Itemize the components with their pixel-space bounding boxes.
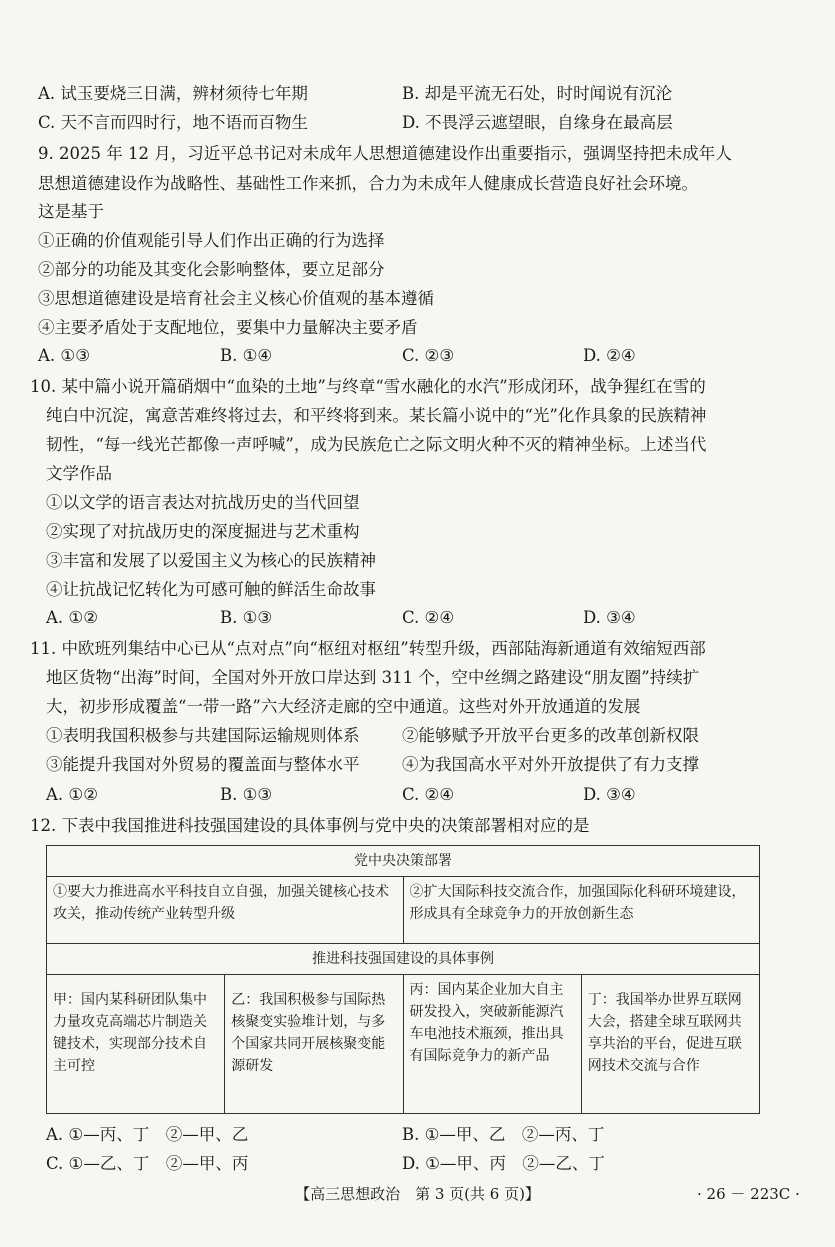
q9-item-4: ④主要矛盾处于支配地位，要集中力量解决主要矛盾 [38, 318, 418, 337]
q10-stem-line-3: 韧性，“每一线光芒都像一声呼喊”，成为民族危亡之际文明火种不灭的精神坐标。上述当代 [46, 435, 707, 454]
q12-stem: 12. 下表中我国推进科技强国建设的具体事例与党中央的决策部署相对应的是 [30, 816, 590, 835]
table-case-ding: 丁：我国举办世界互联网大会，搭建全球互联网共享共治的平台，促进互联网技术交流与合作 [581, 975, 759, 1114]
table-decision-2: ②扩大国际科技交流合作，加强国际化科研环境建设，形成具有全球竞争力的开放创新生态 [403, 877, 760, 944]
table-case-jia: 甲：国内某科研团队集中力量攻克高端芯片制造关键技术，实现部分技术自主可控 [47, 975, 225, 1114]
q8-option-c: C. 天不言而四时行，地不语而百物生 [38, 113, 309, 132]
q10-option-b: B. ①③ [220, 608, 273, 627]
q11-option-a: A. ①② [46, 785, 98, 804]
q11-item-4: ④为我国高水平对外开放提供了有力支撑 [402, 755, 699, 774]
q9-item-3: ③思想道德建设是培育社会主义核心价值观的基本遵循 [38, 289, 434, 308]
q10-stem-line-2: 纯白中沉淀，寓意苦难终将过去，和平终将到来。某长篇小说中的“光”化作具象的民族精神 [46, 406, 707, 425]
q10-option-d: D. ③④ [583, 608, 636, 627]
q10-option-c: C. ②④ [402, 608, 455, 627]
q12-option-a: A. ①—丙、丁 ②—甲、乙 [46, 1125, 249, 1144]
q10-option-a: A. ①② [46, 608, 98, 627]
q11-option-c: C. ②④ [402, 785, 455, 804]
q8-option-d: D. 不畏浮云遮望眼，自缘身在最高层 [402, 113, 673, 132]
q9-stem-line-3: 这是基于 [38, 202, 104, 221]
q11-item-3: ③能提升我国对外贸易的覆盖面与整体水平 [46, 755, 360, 774]
q10-item-1: ①以文学的语言表达对抗战历史的当代回望 [46, 493, 360, 512]
footer-page-info: 【高三思想政治 第 3 页(共 6 页)】 [295, 1185, 540, 1203]
q8-option-b: B. 却是平流无石处，时时闻说有沉沦 [402, 84, 673, 103]
q10-stem-line-1: 10. 某中篇小说开篇硝烟中“血染的土地”与终章“雪水融化的水汽”形成闭环，战争猩红在雪的 [30, 377, 706, 396]
q9-stem-line-2: 思想道德建设作为战略性、基础性工作来抓，合力为未成年人健康成长营造良好社会环境。 [38, 174, 698, 193]
table-decision-1: ①要大力推进高水平科技自立自强，加强关键核心技术攻关，推动传统产业转型升级 [47, 877, 404, 944]
q10-stem-line-4: 文学作品 [46, 464, 112, 483]
q10-item-3: ③丰富和发展了以爱国主义为核心的民族精神 [46, 551, 376, 570]
q9-stem-line-1: 9. 2025 年 12 月，习近平总书记对未成年人思想道德建设作出重要指示，强调坚持把未成年人 [38, 144, 732, 163]
q11-stem-line-2: 地区货物“出海”时间，全国对外开放口岸达到 311 个，空中丝绸之路建设“朋友圈”持续扩 [46, 668, 700, 687]
footer-exam-code: · 26 － 223C · [697, 1185, 800, 1203]
table-case-yi: 乙：我国积极参与国际热核聚变实验堆计划，与多个国家共同开展核聚变能源研发 [225, 975, 403, 1114]
q9-option-b: B. ①④ [220, 346, 273, 365]
q11-stem-line-1: 11. 中欧班列集结中心已从“点对点”向“枢纽对枢纽”转型升级，西部陆海新通道有效缩短西部 [30, 639, 706, 658]
q11-stem-line-3: 大，初步形成覆盖“一带一路”六大经济走廊的空中通道。这些对外开放通道的发展 [46, 697, 641, 716]
q10-item-2: ②实现了对抗战历史的深度掘进与艺术重构 [46, 522, 360, 541]
q11-option-d: D. ③④ [583, 785, 636, 804]
q9-option-c: C. ②③ [402, 346, 455, 365]
q12-option-b: B. ①—甲、乙 ②—丙、丁 [402, 1125, 605, 1144]
q11-item-1: ①表明我国积极参与共建国际运输规则体系 [46, 726, 360, 745]
q9-option-d: D. ②④ [583, 346, 636, 365]
q12-option-d: D. ①—甲、丙 ②—乙、丁 [402, 1154, 605, 1173]
q9-item-1: ①正确的价值观能引导人们作出正确的行为选择 [38, 231, 385, 250]
table-header-decisions: 党中央决策部署 [47, 846, 760, 877]
q11-item-2: ②能够赋予开放平台更多的改革创新权限 [402, 726, 699, 745]
q9-item-2: ②部分的功能及其变化会影响整体，要立足部分 [38, 260, 385, 279]
q9-option-a: A. ①③ [38, 346, 90, 365]
table-case-bing: 丙：国内某企业加大自主研发投入，突破新能源汽车电池技术瓶颈，推出具有国际竞争力的新产品 [403, 975, 581, 1114]
q10-item-4: ④让抗战记忆转化为可感可触的鲜活生命故事 [46, 580, 376, 599]
table-header-cases: 推进科技强国建设的具体事例 [47, 944, 760, 975]
decision-table [46, 845, 760, 1114]
q8-option-a: A. 试玉要烧三日满，辨材须待七年期 [38, 84, 308, 103]
q12-option-c: C. ①—乙、丁 ②—甲、丙 [46, 1154, 249, 1173]
q11-option-b: B. ①③ [220, 785, 273, 804]
